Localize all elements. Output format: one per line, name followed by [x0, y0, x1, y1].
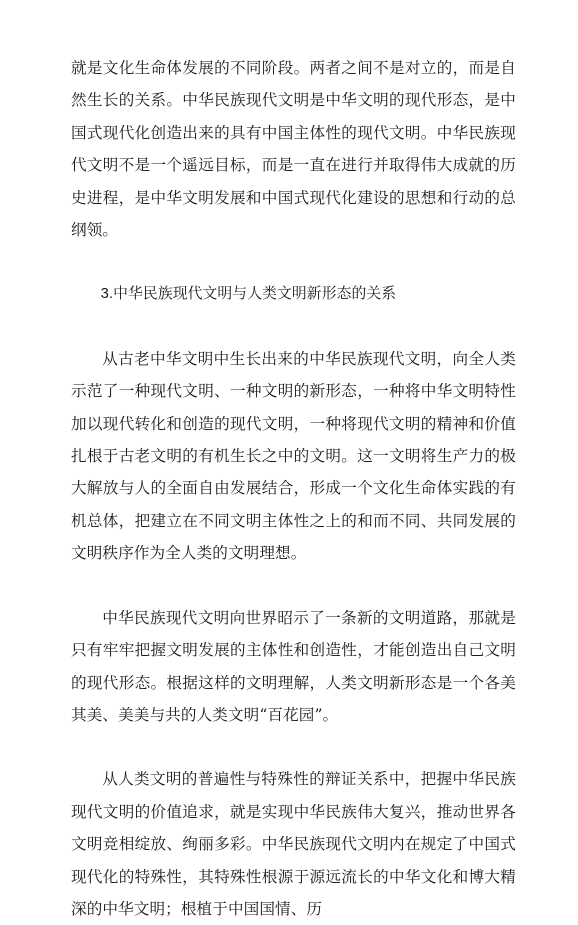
paragraph: 中华民族现代文明向世界昭示了一条新的文明道路，那就是只有牢牢把握文明发展的主体性和创造性，才能创造出自己文明的现代形态。根据这样的文明理解，人类文明新形态是一个各美其美、美美与共的人类文明“百花园”。 — [71, 608, 516, 724]
paragraph: 从古老中华文明中生长出来的中华民族现代文明，向全人类示范了一种现代文明、一种文明的新形态，一种将中华文明特性加以现代转化和创造的现代文明，一种将现代文明的精神和价值扎根于古老文明的有机生长之中的文明。这一文明将生产力的极大解放与人的全面自由发展结合，形成一个文化生命体实践的有机总体，把建立在不同文明主体性之上的和而不同、共同发展的文明秩序作为全人类的文明理想。 — [71, 349, 516, 563]
document-page — [71, 52, 516, 925]
paragraph: 从人类文明的普遍性与特殊性的辩证关系中，把握中华民族现代文明的价值追求，就是实现中华民族伟大复兴，推动世界各文明竞相绽放、绚丽多彩。中华民族现代文明内在规定了中国式现代化的特殊性，其特殊性根源于源远流长的中华文化和博大精深的中华文明；根植于中国国情、历 — [71, 770, 516, 918]
section-heading: 3.中华民族现代文明与人类文明新形态的关系 — [100, 286, 397, 303]
paragraph-continuation: 就是文化生命体发展的不同阶段。两者之间不是对立的，而是自然生长的关系。中华民族现代文明是中华文明的现代形态，是中国式现代化创造出来的具有中国主体性的现代文明。中华民族现代文明不是一个遥远目标，而是一直在进行并取得伟大成就的历史进程，是中华文明发展和中国式现代化建设的思想和行动的总纲领。 — [71, 59, 516, 240]
